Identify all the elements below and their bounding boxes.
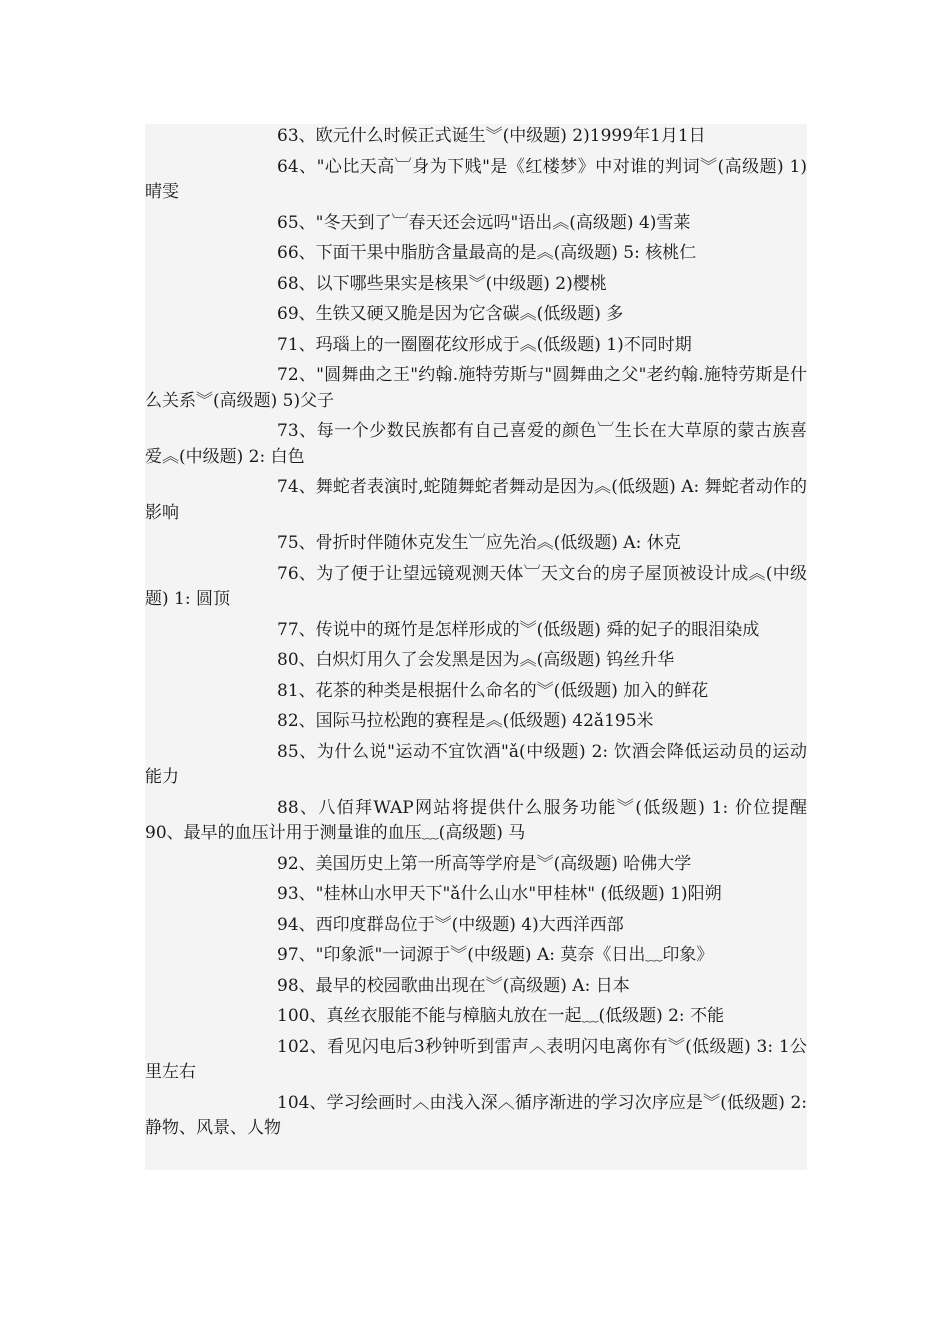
paragraph-q74: 74、舞蛇者表演时,蛇随舞蛇者舞动是因为︽(低级题) A: 舞蛇者动作的影响 bbox=[145, 477, 807, 523]
paragraph-q93: 93、"桂林山水甲天下"ǎ什么山水"甲桂林" (低级题) 1)阳朔 bbox=[277, 884, 722, 904]
paragraph-q82: 82、国际马拉松跑的赛程是︽(低级题) 42ǎ195米 bbox=[277, 711, 654, 731]
paragraph-q77: 77、传说中的斑竹是怎样形成的︾(低级题) 舜的妃子的眼泪染成 bbox=[277, 619, 760, 640]
paragraph-q102: 102、看见闪电后3秒钟听到雷声︿表明闪电离你有︾(低级题) 3: 1公里左右 bbox=[145, 1036, 807, 1082]
paragraph-q88: 88、八佰拜WAP网站将提供什么服务功能︾(低级题) 1: 价位提醒 90、最早的血压计用于测量谁的血压﹏(高级题) 马 bbox=[145, 797, 915, 843]
paragraph-q71: 71、玛瑙上的一圈圈花纹形成于︽(低级题) 1)不同时期 bbox=[277, 334, 692, 355]
paragraph-q104: 104、学习绘画时︿由浅入深︿循序渐进的学习次序应是︾(低级题) 2: 静物、风景、人物 bbox=[145, 1092, 807, 1138]
paragraph-q94: 94、西印度群岛位于︾(中级题) 4)大西洋西部 bbox=[277, 914, 624, 935]
paragraph-q66: 66、下面干果中脂肪含量最高的是︽(高级题) 5: 核桃仁 bbox=[277, 243, 697, 263]
paragraph-q69: 69、生铁又硬又脆是因为它含碳︽(低级题) 多 bbox=[277, 304, 624, 324]
paragraph-q92: 92、美国历史上第一所高等学府是︾(高级题) 哈佛大学 bbox=[277, 853, 692, 874]
paragraph-q73: 73、每一个少数民族都有自己喜爱的颜色︺生长在大草原的蒙古族喜爱︽(中级题) 2: 白色 bbox=[145, 421, 807, 467]
paragraph-q63: 63、欧元什么时候正式诞生︾(中级题) 2)1999年1月1日 bbox=[277, 126, 706, 146]
paragraph-q85: 85、为什么说"运动不宜饮酒"ǎ(中级题) 2: 饮酒会降低运动员的运动能力 bbox=[145, 741, 807, 787]
paragraph-q80: 80、白炽灯用久了会发黑是因为︽(高级题) 钨丝升华 bbox=[277, 650, 675, 670]
paragraph-q98: 98、最早的校园歌曲出现在︾(高级题) A: 日本 bbox=[277, 975, 630, 996]
paragraph-q72: 72、"圆舞曲之王"约翰.施特劳斯与"圆舞曲之父"老约翰.施特劳斯是什么关系︾(高级题) 5)父子 bbox=[145, 365, 807, 411]
paragraph-q100: 100、真丝衣服能不能与樟脑丸放在一起﹏(低级题) 2: 不能 bbox=[277, 1006, 725, 1026]
paragraph-q81: 81、花茶的种类是根据什么命名的︾(低级题) 加入的鲜花 bbox=[277, 680, 709, 701]
paragraph-q75: 75、骨折时伴随休克发生︺应先治︽(低级题) A: 休克 bbox=[277, 533, 681, 553]
paragraph-q64: 64、"心比天高︺身为下贱"是《红楼梦》中对谁的判词︾(高级题) 1)晴雯 bbox=[145, 156, 807, 202]
paragraph-q65: 65、"冬天到了︺春天还会远吗"语出︽(高级题) 4)雪莱 bbox=[277, 212, 691, 233]
document-body bbox=[145, 124, 915, 1170]
paragraph-q97: 97、"印象派"一词源于︾(中级题) A: 莫奈《日出﹏印象》 bbox=[277, 945, 714, 965]
paragraph-q68: 68、以下哪些果实是核果︾(中级题) 2)樱桃 bbox=[277, 273, 607, 294]
paragraph-q76: 76、为了便于让望远镜观测天体︺天文台的房子屋顶被设计成︽(中级题) 1: 圆顶 bbox=[145, 563, 807, 609]
